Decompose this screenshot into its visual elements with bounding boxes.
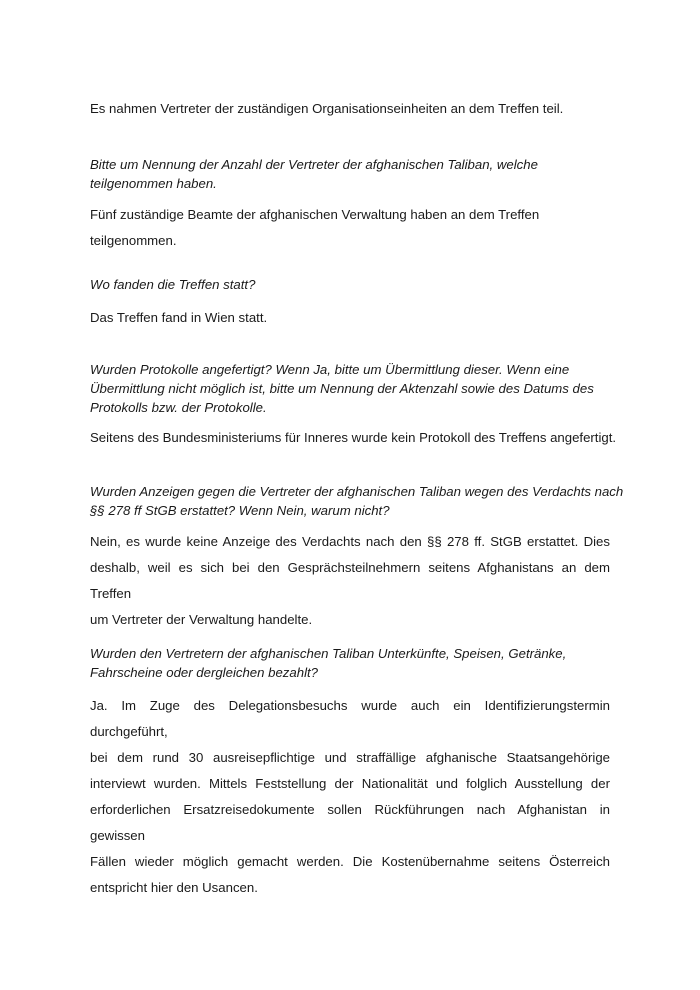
answer-3	[90, 425, 617, 451]
question-line: Übermittlung nicht möglich ist, bitte um Nennung der Aktenzahl sowie des Datums des	[90, 381, 594, 396]
answer-1	[90, 202, 610, 254]
answer-line: erforderlichen Ersatzreisedokumente sollen Rückführungen nach Afghanistan in gewissen	[90, 802, 610, 843]
answer-line: teilgenommen.	[90, 233, 177, 248]
answer-line: Ja. Im Zuge des Delegationsbesuchs wurde auch ein Identifizierungstermin durchgeführt,	[90, 698, 610, 739]
answer-line: entspricht hier den Usancen.	[90, 880, 258, 895]
answer-line: deshalb, weil es sich bei den Gesprächsteilnehmern seitens Afghanistans an dem Treffen	[90, 560, 610, 601]
answer-5	[90, 693, 610, 901]
answer-2	[90, 305, 610, 331]
question-line: Wurden Anzeigen gegen die Vertreter der afghanischen Taliban wegen des Verdachts nach	[90, 484, 624, 499]
answer-line: bei dem rund 30 ausreisepflichtige und straffällige afghanische Staatsangehörige	[90, 750, 610, 765]
answer-line: Nein, es wurde keine Anzeige des Verdachts nach den §§ 278 ff. StGB erstattet. Dies	[90, 534, 610, 549]
question-line: teilgenommen haben.	[90, 176, 217, 191]
intro-line: Es nahmen Vertreter der zuständigen Organisationseinheiten an dem Treffen teil.	[90, 101, 564, 116]
question-3	[90, 360, 610, 417]
question-1	[90, 155, 610, 193]
question-line: Wurden Protokolle angefertigt? Wenn Ja, bitte um Übermittlung dieser. Wenn eine	[90, 362, 570, 377]
answer-line: Seitens des Bundesministeriums für Inneres wurde kein Protokoll des Treffens angefertigt.	[90, 430, 617, 445]
question-line: §§ 278 ff StGB erstattet? Wenn Nein, warum nicht?	[90, 503, 390, 518]
question-line: Fahrscheine oder dergleichen bezahlt?	[90, 665, 318, 680]
intro-paragraph	[90, 101, 610, 116]
answer-4	[90, 529, 610, 633]
answer-line: um Vertreter der Verwaltung handelte.	[90, 612, 313, 627]
answer-line: Fällen wieder möglich gemacht werden. Die Kostenübernahme seitens Österreich	[90, 854, 610, 869]
question-line: Bitte um Nennung der Anzahl der Vertreter der afghanischen Taliban, welche	[90, 157, 538, 172]
question-2	[90, 275, 610, 294]
question-line: Wurden den Vertretern der afghanischen Taliban Unterkünfte, Speisen, Getränke,	[90, 646, 567, 661]
question-4	[90, 482, 624, 520]
question-line: Wo fanden die Treffen statt?	[90, 277, 256, 292]
question-line: Protokolls bzw. der Protokolle.	[90, 400, 267, 415]
answer-line: Fünf zuständige Beamte der afghanischen Verwaltung haben an dem Treffen	[90, 207, 540, 222]
answer-line: Das Treffen fand in Wien statt.	[90, 310, 268, 325]
answer-line: interviewt wurden. Mittels Feststellung der Nationalität und folglich Ausstellung der	[90, 776, 610, 791]
question-5	[90, 644, 610, 682]
